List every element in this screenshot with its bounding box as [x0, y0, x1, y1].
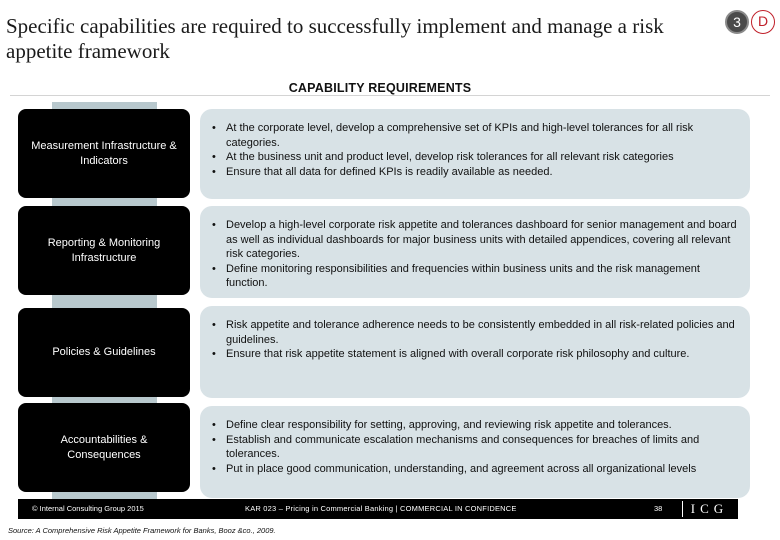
section-letter-badge: D: [751, 10, 775, 34]
bullet-item: • At the corporate level, develop a comprehensive set of KPIs and high-level tolerances for all risk categories.: [210, 121, 738, 150]
section-heading: CAPABILITY REQUIREMENTS: [288, 81, 472, 95]
capability-label-policies: [18, 308, 190, 397]
capability-description-reporting: [200, 206, 750, 298]
section-number-badge: 3: [725, 10, 749, 34]
footer-document-title: KAR 023 – Pricing in Commercial Banking | COMMERCIAL IN CONFIDENCE: [245, 504, 517, 513]
capability-label-reporting: [18, 206, 190, 295]
bullet-list: [210, 218, 738, 291]
capability-label-text: Policies & Guidelines: [52, 346, 156, 359]
bullet-item: • Establish and communicate escalation mechanisms and consequences for breaches of limits and tolerances.: [210, 433, 738, 462]
capability-description-measurement: [200, 109, 750, 199]
bullet-list: [210, 121, 738, 179]
footer-bar: [18, 499, 738, 519]
bullet-item: • Develop a high-level corporate risk appetite and tolerances dashboard for senior management and board as well as individual dashboards for major business units with detailed appendices, covering all relevant risk categories.: [210, 218, 738, 262]
bullet-item: • Risk appetite and tolerance adherence needs to be consistently embedded in all risk-related policies and guidelines.: [210, 318, 738, 347]
bullet-item: • Define monitoring responsibilities and frequencies within business units and the risk management function.: [210, 262, 738, 291]
bullet-item: • At the business unit and product level, develop risk tolerances for all relevant risk categories: [210, 150, 738, 165]
bullet-item: • Ensure that risk appetite statement is aligned with overall corporate risk philosophy and culture.: [210, 347, 738, 362]
capability-description-accountabilities: [200, 406, 750, 498]
bullet-list: [210, 418, 738, 476]
capability-description-policies: [200, 306, 750, 398]
slide-title: Specific capabilities are required to successfully implement and manage a risk appetite framework: [6, 14, 664, 63]
footer-page-number: 38: [654, 504, 663, 513]
capability-label-accountabilities: [18, 403, 190, 492]
capability-label-measurement: [18, 109, 190, 198]
bullet-item: • Put in place good communication, understanding, and agreement across all organizational levels: [210, 462, 738, 477]
bullet-item: • Define clear responsibility for setting, approving, and reviewing risk appetite and tolerances.: [210, 418, 738, 433]
source-note: Source: A Comprehensive Risk Appetite Framework for Banks, Booz &co., 2009.: [8, 526, 276, 535]
footer-copyright: © Internal Consulting Group 2015: [32, 504, 144, 513]
bullet-list: [210, 318, 738, 362]
bullet-item: • Ensure that all data for defined KPIs is readily available as needed.: [210, 165, 738, 180]
heading-divider: [10, 95, 770, 96]
icg-logo: ICG: [682, 501, 736, 517]
capability-label-text: Accountabilities & Consequences: [60, 434, 148, 461]
capability-label-text: Measurement Infrastructure & Indicators: [31, 140, 177, 167]
capability-label-text: Reporting & Monitoring Infrastructure: [47, 237, 161, 264]
